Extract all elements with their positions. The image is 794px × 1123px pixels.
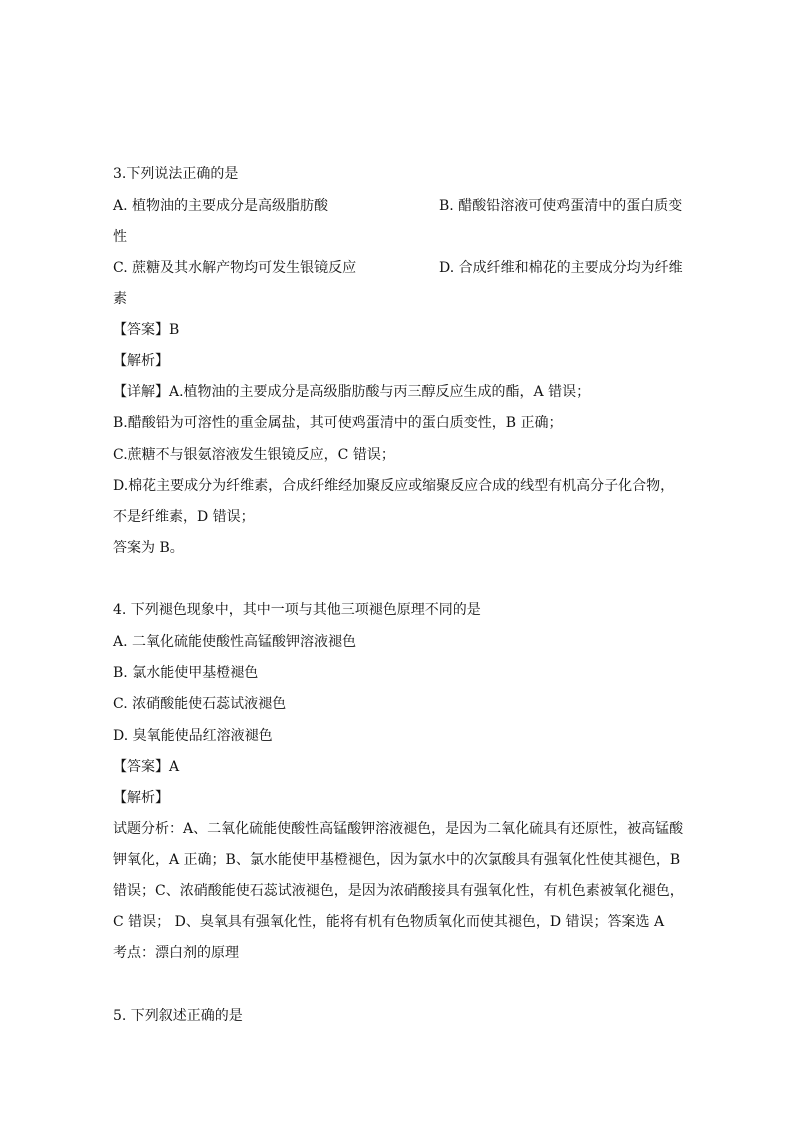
q4-analysis-line: 钾氧化，A 正确；B、氯水能使甲基橙褪色，因为氯水中的次氯酸具有强氧化性使其褪色，B — [113, 852, 681, 868]
q3-detail-line: 【详解】A.植物油的主要成分是高级脂肪酸与丙三醇反应生成的酯，A 错误； — [113, 384, 591, 400]
q4-kaodian: 考点：漂白剂的原理 — [113, 945, 239, 961]
q4-option-a: A. 二氧化硫能使酸性高锰酸钾溶液褪色 — [113, 634, 357, 650]
q3-option-d: D. 合成纤维和棉花的主要成分均为纤维 — [439, 260, 683, 276]
q4-stem: 4. 下列褪色现象中，其中一项与其他三项褪色原理不同的是 — [113, 602, 481, 618]
q3-option-b-cont: 性 — [113, 229, 127, 245]
q3-option-d-cont: 素 — [113, 291, 127, 307]
q4-option-d: D. 臭氧能使品红溶液褪色 — [113, 728, 273, 744]
q4-analysis-line: 错误；C、浓硝酸能使石蕊试液褪色，是因为浓硝酸接具有强氧化性，有机色素被氧化褪色， — [113, 883, 684, 899]
q3-analysis-title: 【解析】 — [113, 353, 169, 369]
q4-option-c: C. 浓硝酸能使石蕊试液褪色 — [113, 696, 287, 712]
q4-analysis-title: 【解析】 — [113, 790, 169, 806]
q4-option-b: B. 氯水能使甲基橙褪色 — [113, 665, 259, 681]
q4-answer: 【答案】A — [113, 759, 180, 775]
q3-conclusion: 答案为 B。 — [113, 540, 184, 556]
q3-detail-line: B.醋酸铅为可溶性的重金属盐，其可使鸡蛋清中的蛋白质变性，B 正确； — [113, 415, 563, 431]
q3-detail-line: C.蔗糖不与银氨溶液发生银镜反应，C 错误； — [113, 447, 395, 463]
q3-option-c: C. 蔗糖及其水解产物均可发生银镜反应 — [113, 260, 357, 276]
q3-detail-line: 不是纤维素，D 错误； — [113, 509, 255, 525]
q3-option-b: B. 醋酸铅溶液可使鸡蛋清中的蛋白质变 — [439, 198, 683, 214]
q3-answer: 【答案】B — [113, 322, 180, 338]
q3-stem: 3.下列说法正确的是 — [113, 166, 239, 182]
q3-detail-line: D.棉花主要成分为纤维素，合成纤维经加聚反应或缩聚反应合成的线型有机高分子化合物， — [113, 478, 675, 494]
q3-option-a: A. 植物油的主要成分是高级脂肪酸 — [113, 198, 329, 214]
q5-stem: 5. 下列叙述正确的是 — [113, 1008, 243, 1024]
q4-analysis-line: C 错误； D、臭氧具有强氧化性，能将有机有色物质氧化而使其褪色，D 错误；答案选 A — [113, 914, 665, 930]
q4-analysis-line: 试题分析：A、二氧化硫能使酸性高锰酸钾溶液褪色，是因为二氧化硫具有还原性，被高锰酸 — [113, 821, 684, 837]
